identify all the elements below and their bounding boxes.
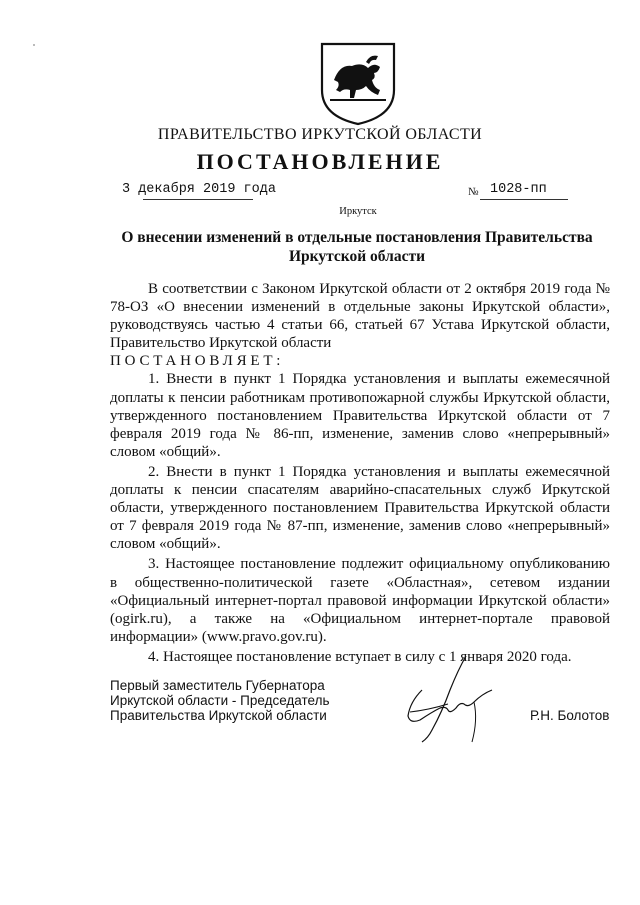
handwritten-signature bbox=[388, 650, 498, 750]
document-number: 1028-пп bbox=[490, 182, 547, 197]
number-sign: № bbox=[468, 186, 479, 198]
item-paragraph: 4. Настоящее постановление вступает в силу с 1 января 2020 года. bbox=[148, 648, 572, 665]
number-underline bbox=[480, 199, 568, 200]
date-underline bbox=[143, 199, 253, 200]
document-date: 3 декабря 2019 года bbox=[122, 182, 276, 197]
document-body bbox=[110, 280, 610, 666]
position-line: Первый заместитель Губернатора bbox=[110, 678, 325, 693]
government-name: ПРАВИТЕЛЬСТВО ИРКУТСКОЙ ОБЛАСТИ bbox=[157, 126, 483, 143]
position-line: Иркутской области - Председатель bbox=[110, 693, 330, 708]
signatory-name: Р.Н. Болотов bbox=[530, 708, 610, 723]
document-title bbox=[100, 228, 614, 266]
document-city: Иркутск bbox=[339, 206, 377, 217]
item-paragraph: 2. Внести в пункт 1 Порядка установления и выплаты ежемесячной доплаты к пенсии спасателям аварийно-спасательных служб Иркутской области, утвержденного постановлением Правительства Иркутской области от 7 февраля 2019 года № 87-пп, изменение, заменив слово «непрерывный» словом «общий». bbox=[110, 463, 610, 553]
title-line: О внесении изменений в отдельные постановления Правительства bbox=[121, 229, 593, 246]
signatory-position bbox=[110, 678, 330, 723]
item-paragraph: 3. Настоящее постановление подлежит официальному опубликованию в общественно-политической газете «Областная», сетевом издании «Официальный интернет-портал правовой информации Иркутской области» (ogirk.ru), а также на «Официальном интернет-портале правовой информации» (www.pravo.gov.ru). bbox=[110, 556, 610, 645]
document-type: ПОСТАНОВЛЕНИЕ bbox=[196, 149, 444, 174]
decree-word: ПОСТАНОВЛЯЕТ: bbox=[110, 353, 285, 370]
scan-mark bbox=[33, 44, 35, 46]
title-line: Иркутской области bbox=[288, 248, 426, 265]
item-paragraph: 1. Внести в пункт 1 Порядка установления и выплаты ежемесячной доплаты к пенсии работникам противопожарной службы Иркутской области, утвержденного постановлением Правительства Иркутской области от 7 февраля 2019 года № 86-пп, изменение, заменив слово «непрерывный» словом «общий». bbox=[110, 371, 610, 460]
preamble-paragraph: В соответствии с Законом Иркутской области от 2 октября 2019 года № 78-ОЗ «О внесении изменений в отдельные законы Иркутской области», руководствуясь частью 4 статьи 66, статьей 67 Устава Иркутской области, Правительство Иркутской области bbox=[110, 281, 610, 352]
position-line: Правительства Иркутской области bbox=[110, 708, 327, 723]
coat-of-arms-icon bbox=[318, 40, 398, 126]
